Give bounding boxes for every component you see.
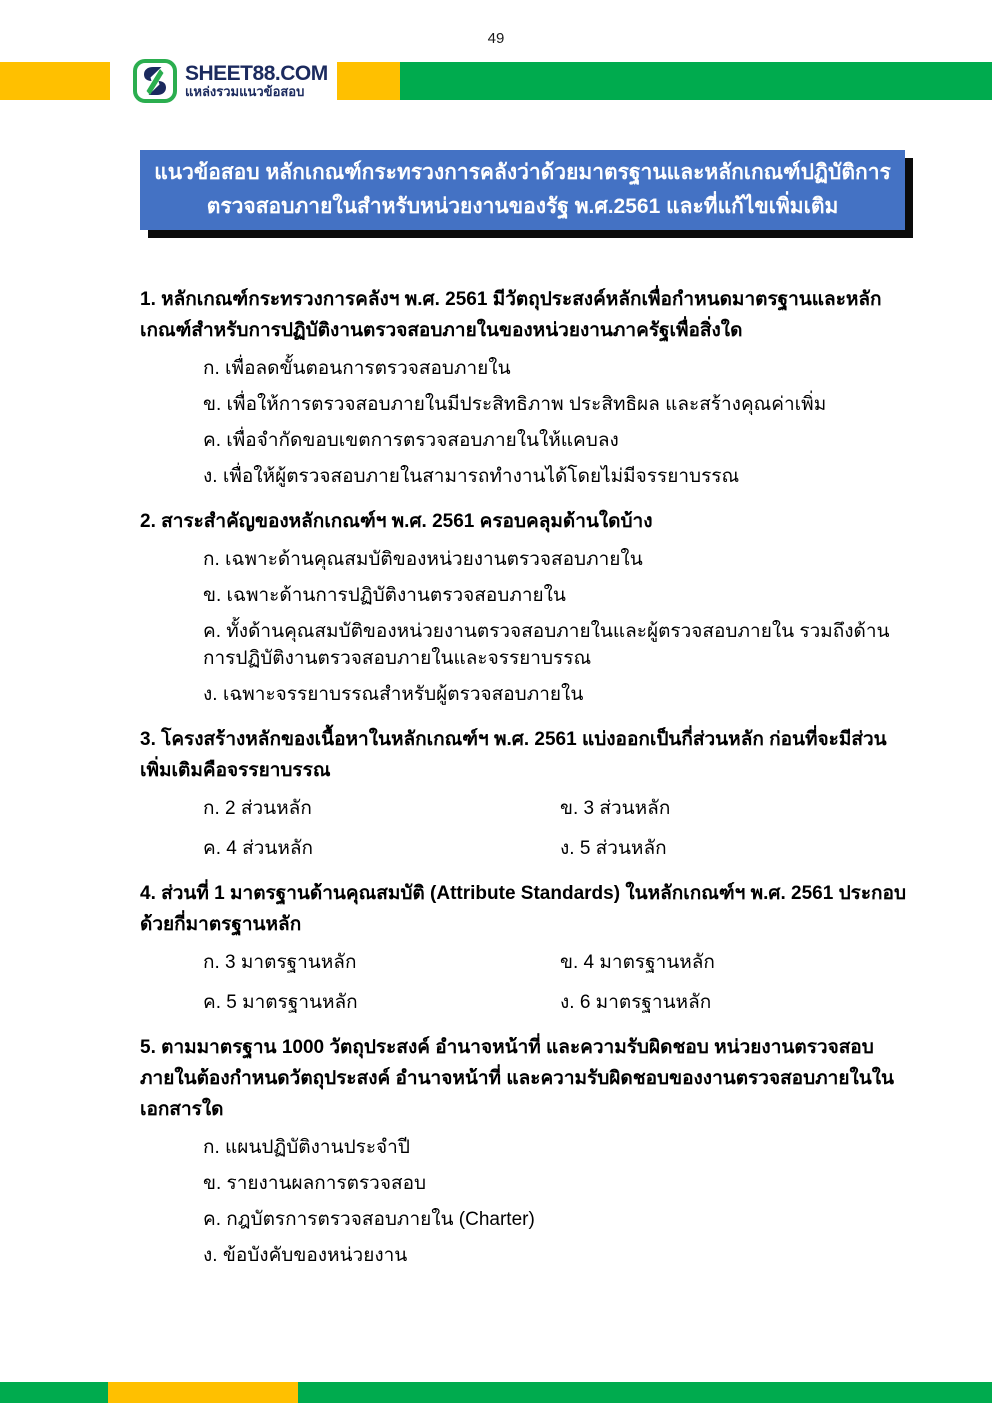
exam-title-banner [140,150,905,230]
question-5-choice-ngo: ง. ข้อบังคับของหน่วยงาน [203,1245,408,1266]
brand-text [185,63,328,99]
question-4-choice-ngo: ง. 6 มาตรฐานหลัก [560,992,712,1013]
question-5-choice-ko: ก. แผนปฏิบัติงานประจำปี [203,1137,410,1158]
question-5 [140,1032,908,1269]
question-2-stem: 2. สาระสำคัญของหลักเกณฑ์ฯ พ.ศ. 2561 ครอบคลุมด้านใดบ้าง [140,511,653,532]
footer-bar-green-right [298,1382,992,1403]
footer-bar-yellow [108,1382,298,1403]
question-list [140,272,908,1269]
question-4 [140,878,908,1016]
question-1 [140,284,908,490]
question-3 [140,724,908,862]
question-2 [140,506,908,708]
question-3-choice-kho: ข. 3 ส่วนหลัก [560,798,671,819]
header-bar-yellow-mid [337,62,400,100]
question-1-choice-kho-khwai: ค. เพื่อจำกัดขอบเขตการตรวจสอบภายในให้แคบลง [203,430,619,451]
question-2-choice-kho-khwai: ค. ทั้งด้านคุณสมบัติของหน่วยงานตรวจสอบภายในและผู้ตรวจสอบภายใน รวมถึงด้านการปฏิบัติงานตรวจสอบภายในและจรรยาบรรณ [203,621,890,669]
question-2-choice-ngo: ง. เฉพาะจรรยาบรรณสำหรับผู้ตรวจสอบภายใน [203,684,584,705]
page-number: 49 [487,30,505,47]
brand-tagline: แหล่งรวมแนวข้อสอบ [185,84,305,100]
question-5-stem: 5. ตามมาตรฐาน 1000 วัตถุประสงค์ อำนาจหน้าที่ และความรับผิดชอบ หน่วยงานตรวจสอบภายในต้องกำหนดวัตถุประสงค์ อำนาจหน้าที่ และความรับผิดชอบของงานตรวจสอบภายในในเอกสารใด [140,1037,894,1120]
question-1-choice-ko: ก. เพื่อลดขั้นตอนการตรวจสอบภายใน [203,358,511,379]
question-5-choices [140,1134,908,1269]
question-3-choice-ngo: ง. 5 ส่วนหลัก [560,838,667,859]
question-2-choice-ko: ก. เฉพาะด้านคุณสมบัติของหน่วยงานตรวจสอบภายใน [203,549,643,570]
header-bar-green [400,62,992,100]
question-3-stem: 3. โครงสร้างหลักของเนื้อหาในหลักเกณฑ์ฯ พ.ศ. 2561 แบ่งออกเป็นกี่ส่วนหลัก ก่อนที่จะมีส่วนเพิ่มเติมคือจรรยาบรรณ [140,729,887,781]
question-4-choice-ko: ก. 3 มาตรฐานหลัก [203,952,357,973]
question-4-choices [203,949,908,1016]
question-3-choice-ko: ก. 2 ส่วนหลัก [203,798,312,819]
exam-title-line2: ตรวจสอบภายในสำหรับหน่วยงานของรัฐ พ.ศ.2561 และที่แก้ไขเพิ่มเติม [206,195,839,218]
question-5-choice-kho-khwai: ค. กฎบัตรการตรวจสอบภายใน (Charter) [203,1209,535,1230]
question-2-choice-kho: ข. เฉพาะด้านการปฏิบัติงานตรวจสอบภายใน [203,585,566,606]
brand-name: SHEET88.COM [185,62,328,86]
question-4-choice-kho-khwai: ค. 5 มาตรฐานหลัก [203,992,358,1013]
question-3-choice-kho-khwai: ค. 4 ส่วนหลัก [203,838,314,859]
question-4-stem: 4. ส่วนที่ 1 มาตรฐานด้านคุณสมบัติ (Attribute Standards) ในหลักเกณฑ์ฯ พ.ศ. 2561 ประกอบด้วยกี่มาตรฐานหลัก [140,883,907,935]
question-1-choice-ngo: ง. เพื่อให้ผู้ตรวจสอบภายในสามารถทำงานได้โดยไม่มีจรรยาบรรณ [203,466,740,487]
header-bar-yellow-left [0,62,110,100]
s-monogram-icon [133,59,177,103]
question-3-choices [203,795,908,862]
exam-title-line1: แนวข้อสอบ หลักเกณฑ์กระทรวงการคลังว่าด้วยมาตรฐานและหลักเกณฑ์ปฏิบัติการ [154,161,891,184]
question-2-choices [140,546,908,708]
question-1-stem: 1. หลักเกณฑ์กระทรวงการคลังฯ พ.ศ. 2561 มีวัตถุประสงค์หลักเพื่อกำหนดมาตรฐานและหลักเกณฑ์สำหรับการปฏิบัติงานตรวจสอบภายในของหน่วยงานภาครัฐเพื่อสิ่งใด [140,289,882,341]
question-5-choice-kho: ข. รายงานผลการตรวจสอบ [203,1173,427,1194]
brand-logo [133,54,337,108]
footer-bar-green-left [0,1382,108,1403]
question-1-choices [140,355,908,490]
question-1-choice-kho: ข. เพื่อให้การตรวจสอบภายในมีประสิทธิภาพ ประสิทธิผล และสร้างคุณค่าเพิ่ม [203,394,827,415]
question-4-choice-kho: ข. 4 มาตรฐานหลัก [560,952,715,973]
